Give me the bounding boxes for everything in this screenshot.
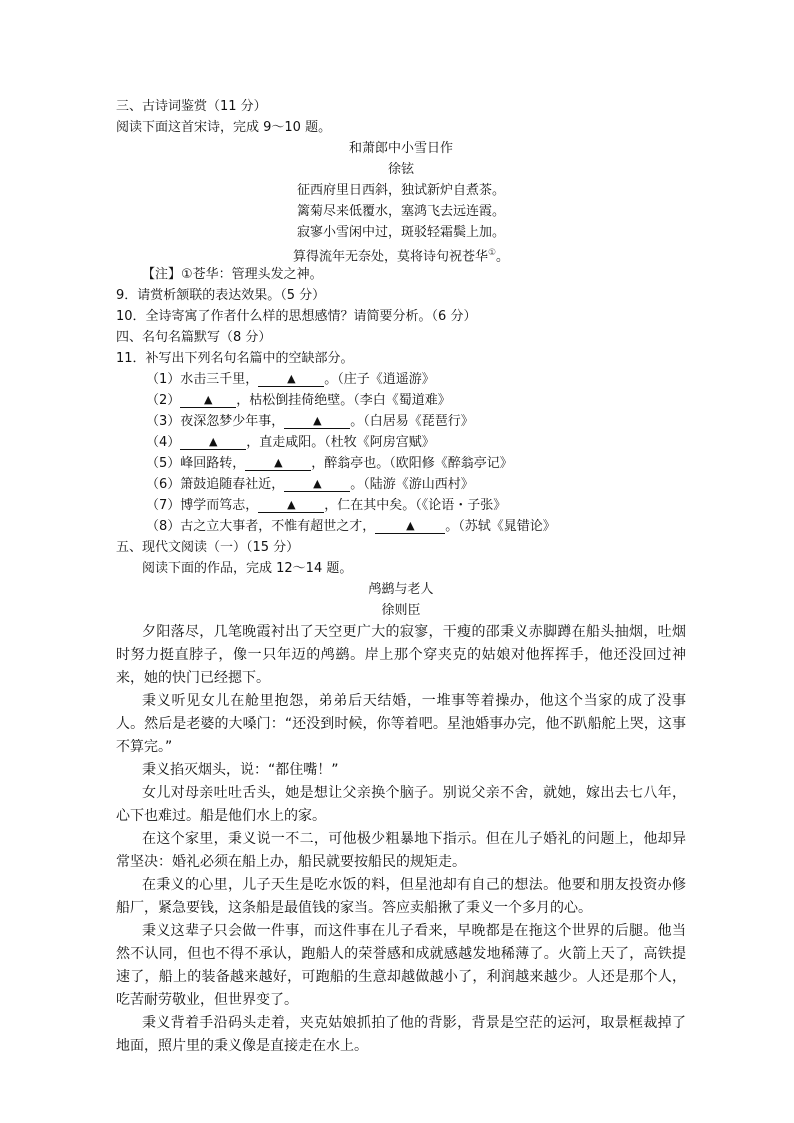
fill-blank[interactable]: ▲ [258,498,324,513]
poem-line: 篱菊尽来低覆水，塞鸿飞去远连霞。 [296,204,505,219]
fill-item-number: （3） [146,414,181,429]
poem-line: 寂寥小雪闲中过，斑驳轻霜鬓上加。 [296,225,505,240]
fill-item [116,390,686,411]
section-heading-recitation: 四、名句名篇默写（8 分） [116,330,272,345]
fill-item-after: 。（庄子《逍遥游》 [324,372,435,387]
fill-item-number: （7） [146,498,181,513]
fill-blank[interactable]: ▲ [245,456,311,471]
question-9: 9．请赏析颔联的表达效果。（5 分） [116,288,326,303]
fill-item [116,495,686,516]
fill-item-number: （6） [146,477,181,492]
fill-item-after: ，仁在其中矣。（《论语・子张》 [324,498,507,513]
fill-blank[interactable]: ▲ [180,435,246,450]
fill-item-after: 。（陆游《游山西村》 [350,477,474,492]
story-title: 鸬鹚与老人 [368,582,434,597]
fill-item-before: 箫鼓追随春社近， [180,477,285,492]
question-10: 10．全诗寄寓了作者什么样的思想感情？请简要分析。（6 分） [116,309,477,324]
fill-item-before: 古之立大事者，不惟有超世之才， [180,519,376,534]
story-paragraph: 女儿对母亲吐吐舌头，她是想让父亲换个脑子。别说父亲不舍，就她，嫁出去七八年，心下也难过。船是他们水上的家。 [116,785,686,824]
poem-line-end: 。 [496,249,510,265]
reading-instruction: 阅读下面的作品，完成 12～14 题。 [142,561,353,576]
poem-note: 【注】①苍华：管理头发之神。 [142,267,323,282]
section-heading-reading: 五、现代文阅读（一）（15 分） [116,540,300,555]
fill-item [116,516,686,537]
story-paragraph: 在秉义的心里，儿子天生是吃水饭的料，但星池却有自己的想法。他要和朋友投资办修船厂，紧急要钱，这条船是最值钱的家当。答应卖船揪了秉义一个多月的心。 [116,877,686,916]
fill-item-after: 。（苏轼《晁错论》 [445,519,556,534]
poem-block [116,138,686,264]
fill-blank[interactable]: ▲ [284,414,350,429]
fill-item-number: （1） [146,372,181,387]
fill-item-before: 博学而笃志， [180,498,259,513]
fill-blank[interactable]: ▲ [284,477,350,492]
story-paragraph: 在这个家里，秉义说一不二，可他极少粗暴地下指示。但在儿子婚礼的问题上，他却异常坚决：婚礼必须在船上办，船民就要按船民的规矩走。 [116,831,686,870]
fill-item-after: ，直走咸阳。（杜牧《阿房宫赋》 [246,435,435,450]
fill-item-after: ，枯松倒挂倚绝壁。（李白《蜀道难》 [236,393,451,408]
poem-author: 徐铉 [387,162,414,177]
story-paragraph: 秉义这辈子只会做一件事，而这件事在儿子看来，早晚都是在拖这个世界的后腿。他当然不认同，但也不得不承认，跑船人的荣誉感和成就感越发地稀薄了。火箭上天了，高铁提速了，船上的装备越来越好，可跑船的生意却越做越小了，利润越来越少。人还是那个人，吃苦耐劳敬业，但世界变了。 [116,923,686,1008]
fill-item [116,474,686,495]
story-paragraph: 秉义听见女儿在舱里抱怨，弟弟后天结婚，一堆事等着操办，他这个当家的成了没事人。然后是老婆的大嗓门：“还没到时候，你等着吧。星池婚事办完，他不趴船舵上哭，这事不算完。” [116,693,686,755]
fill-item-number: （8） [146,519,181,534]
poem-line-last [116,243,686,264]
story-paragraph: 秉义背着手沿码头走着，夹克姑娘抓拍了他的背影，背景是空茫的运河，取景框裁掉了地面，照片里的秉义像是直接走在水上。 [116,1015,686,1054]
fill-item-number: （5） [146,456,181,471]
poem-title: 和萧郎中小雪日作 [348,141,453,156]
poem-line-text: 算得流年无奈处，莫将诗句祝苍华 [292,249,488,265]
story-paragraph: 夕阳落尽，几笔晚霞衬出了天空更广大的寂寥，干瘦的邵秉义赤脚蹲在船头抽烟，吐烟时努力挺直脖子，像一只年迈的鸬鹚。岸上那个穿夹克的姑娘对他挥挥手，他还没回过神来，她的快门已经摁下。 [116,624,686,686]
fill-item-before: 夜深忽梦少年事， [180,414,285,429]
section-heading-poetry: 三、古诗词鉴赏（11 分） [116,99,267,114]
story-paragraph: 秉义掐灭烟头，说：“都住嘴！” [142,762,339,778]
question-11: 11．补写出下列名句名篇中的空缺部分。 [116,351,354,366]
fill-item [116,453,686,474]
fill-item [116,432,686,453]
fill-item-after: ，醉翁亭也。（欧阳修《醉翁亭记》 [311,456,513,471]
fill-blank[interactable]: ▲ [375,519,445,534]
fill-blank[interactable]: ▲ [180,393,236,408]
fill-item [116,411,686,432]
poetry-instruction: 阅读下面这首宋诗，完成 9～10 题。 [116,120,332,135]
fill-item-number: （2） [146,393,181,408]
fill-item-before: 水击三千里， [180,372,259,387]
story-author: 徐则臣 [381,603,421,618]
fill-item-after: 。（白居易《琵琶行》 [350,414,474,429]
fill-item [116,369,686,390]
fill-item-before: 峰回路转， [180,456,246,471]
footnote-marker: ① [487,248,497,258]
poem-line: 征西府里日西斜，独试新炉自煮茶。 [296,183,505,198]
fill-blank[interactable]: ▲ [258,372,324,387]
fill-item-number: （4） [146,435,181,450]
exam-page [116,96,686,1058]
